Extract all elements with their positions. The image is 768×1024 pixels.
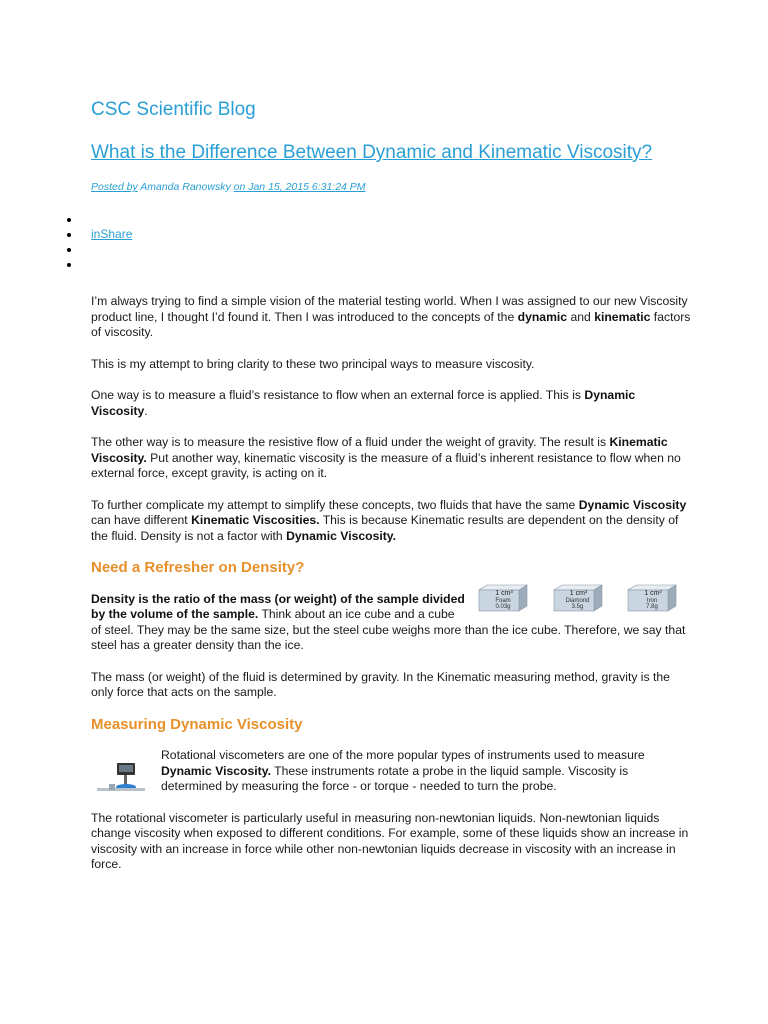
density-cubes-image: [475, 584, 680, 620]
density-cube-icon: 1 cm³ Diamond 3.5g: [550, 584, 606, 616]
paragraph-non-newtonian: The rotational viscometer is particularly useful in measuring non-newtonian liquids. Non-newtonian liquids change viscosity when exposed to different conditions. For example, some of these liquids show an increase in viscosity with an increase in force while other non-newtonian liquids decrease in viscosity with an increase in force.: [91, 810, 689, 871]
density-cube-icon: 1 cm³ Iron 7.8g: [624, 584, 680, 616]
term-kinematic-viscosity: Kinematic Viscosity.: [91, 435, 668, 465]
viscometer-block: [91, 748, 691, 795]
paragraph-kinematic-definition: The other way is to measure the resistive flow of a fluid under the weight of gravity. The result is Kinematic Viscosity. Put another way, kinematic viscosity is the measure of a fluid’s inherent resistance to flow when no external force, except gravity, is acting on it.: [91, 435, 681, 480]
paragraph-rotational: Rotational viscometers are one of the more popular types of instruments used to measure Dynamic Viscosity. These instruments rotate a probe in the liquid sample. Viscosity is determined by measuring the force - or torque - needed to turn the probe.: [91, 748, 691, 795]
share-list: [64, 212, 132, 272]
heading-density: Need a Refresher on Density?: [91, 559, 305, 576]
viscometer-image: [91, 760, 155, 794]
blog-title: CSC Scientific Blog: [91, 99, 256, 120]
paragraph-gravity: The mass (or weight) of the fluid is determined by gravity. In the Kinematic measuring method, gravity is the only force that acts on the sample.: [91, 669, 670, 699]
author-name: Amanda Ranowsky: [140, 181, 231, 193]
post-date-link[interactable]: on Jan 15, 2015 6:31:24 PM: [233, 181, 366, 193]
share-item-empty-3: [64, 257, 132, 272]
inshare-link[interactable]: inShare: [91, 227, 133, 241]
paragraph-density: Density is the ratio of the mass (or weight) of the sample divided by the volume of the sample. Think about an ice cube and a cube of steel. They may be the same size, but the steel cube weighs more than the ice cube. Therefore, we say that steel has a greater density than the ice.: [91, 592, 691, 654]
density-cube-icon: 1 cm³ Foam 0.03g: [475, 584, 531, 616]
term-dynamic-viscosity: Dynamic Viscosity: [91, 388, 636, 418]
posted-by-link[interactable]: Posted by: [91, 181, 138, 193]
term-dynamic: dynamic: [517, 309, 568, 324]
density-block: [91, 589, 691, 654]
paragraph-attempt: This is my attempt to bring clarity to these two principal ways to measure viscosity.: [91, 356, 535, 371]
share-item-inshare: [64, 227, 132, 242]
paragraph-intro: I’m always trying to find a simple vision of the material testing world. When I was assigned to our new Viscosity product line, I thought I’d found it. Then I was introduced to the concepts of the dynamic and kinematic factors of viscosity.: [91, 294, 691, 339]
post-content: [91, 294, 691, 889]
share-item-empty-2: [64, 242, 132, 257]
heading-dynamic: Measuring Dynamic Viscosity: [91, 715, 303, 733]
share-item-empty-1: [64, 212, 132, 227]
post-byline: [91, 181, 366, 193]
term-kinematic: kinematic: [594, 309, 651, 324]
density-definition: Density is the ratio of the mass (or weight) of the sample divided by the volume of the sample.: [91, 591, 465, 621]
paragraph-complication: To further complicate my attempt to simplify these concepts, two fluids that have the same Dynamic Viscosity can have different Kinematic Viscosities. This is because Kinematic results are dependent on the density of the fluid. Density is not a factor with Dynamic Viscosity.: [91, 497, 687, 543]
paragraph-dynamic-definition: One way is to measure a fluid’s resistance to flow when an external force is applied. This is Dynamic Viscosity.: [91, 388, 636, 418]
post-title-link[interactable]: What is the Difference Between Dynamic and Kinematic Viscosity?: [91, 142, 653, 163]
